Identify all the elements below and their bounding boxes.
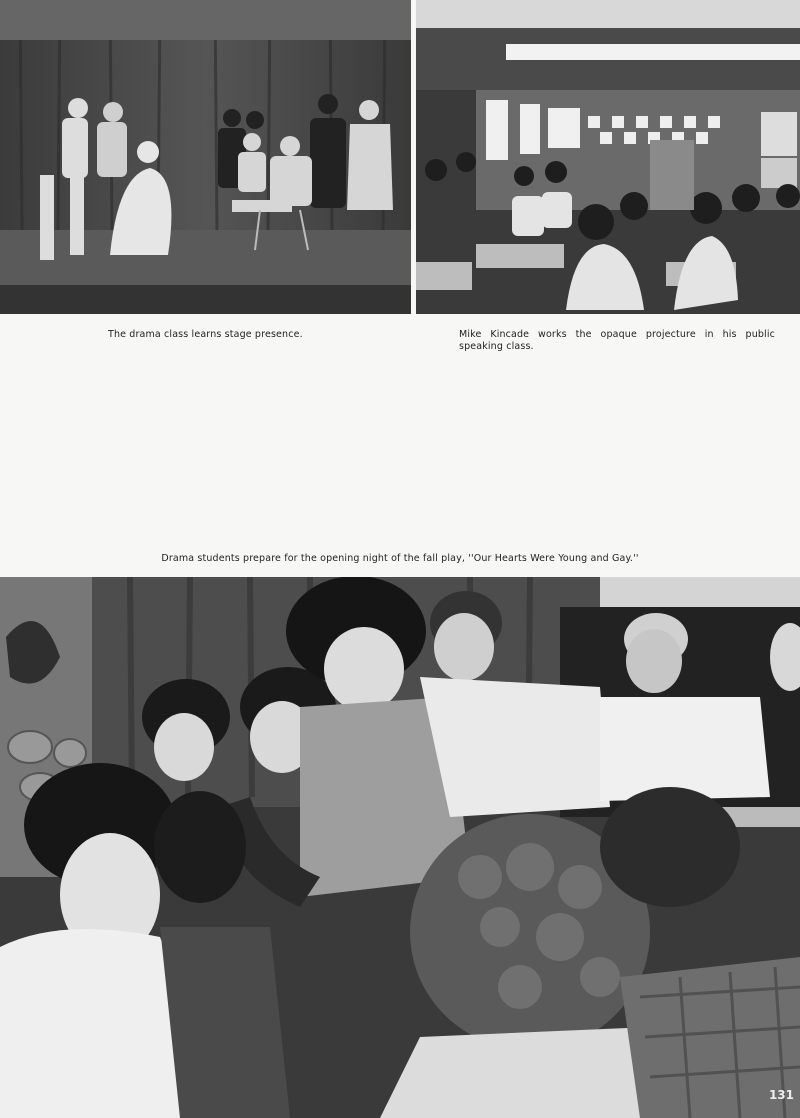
stage-photo-image [0,0,411,314]
stage-photo-caption: The drama class learns stage presence. [108,329,303,340]
stage-photo [0,0,411,314]
classroom-photo-caption: Mike Kincade works the opaque projecture in his public speaking class. [459,329,775,352]
classroom-photo-image [416,0,800,314]
backstage-photo-image [0,577,800,1118]
classroom-photo [416,0,800,314]
backstage-photo [0,577,800,1118]
page-number: 131 [768,1088,794,1102]
drama-photo-caption: Drama students prepare for the opening night of the fall play, ''Our Hearts Were Young and Gay.'' [161,553,639,564]
